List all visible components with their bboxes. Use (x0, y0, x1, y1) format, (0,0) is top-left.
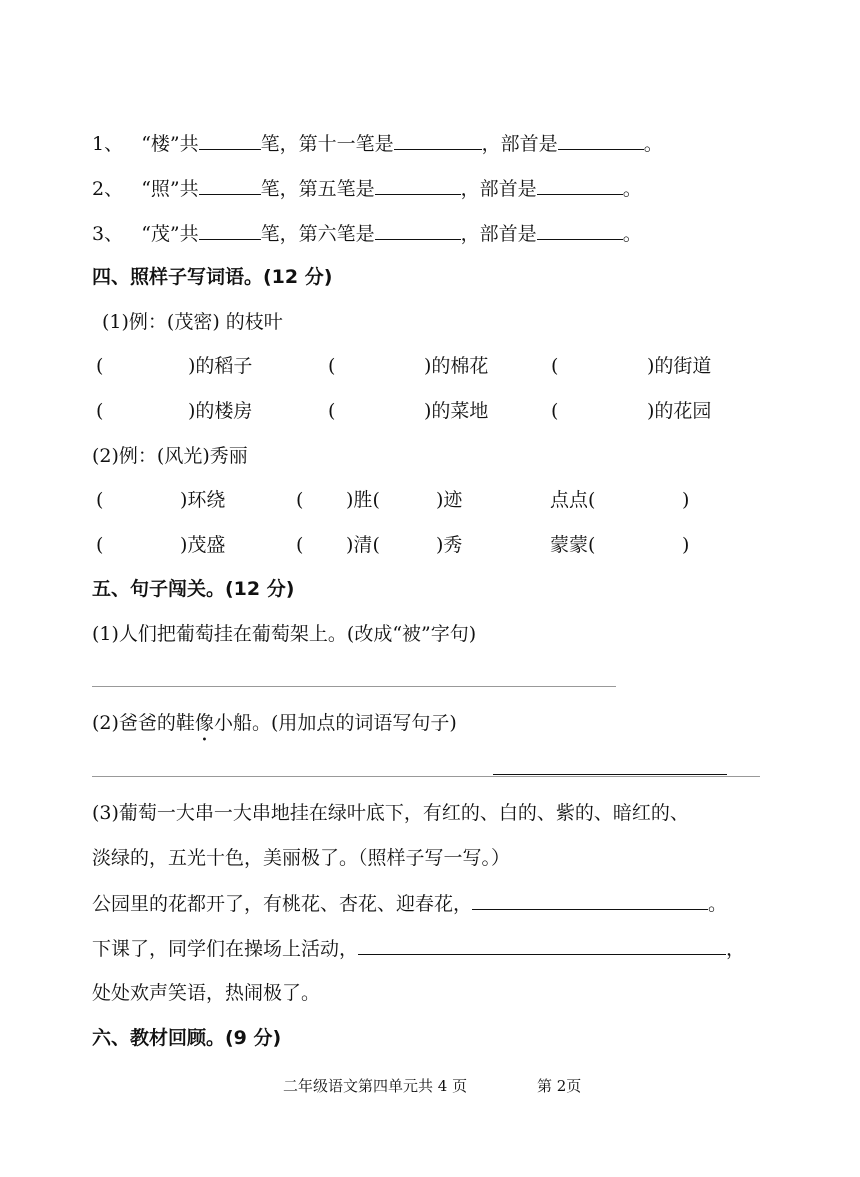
question-text: “楼”共 (141, 133, 199, 155)
answer-blank[interactable] (199, 176, 261, 195)
word-suffix: )的棉花 (424, 355, 489, 377)
answer-blank[interactable] (472, 891, 708, 910)
question-5-3-line-1: (3)葡萄一大串一大串地挂在绿叶底下，有红的、白的、紫的、暗红的、 (92, 802, 689, 824)
word-suffix: )清( (346, 534, 380, 556)
question-line-1 (92, 131, 663, 156)
open-paren: ( (551, 400, 559, 422)
question-text: ，部首是 (460, 223, 537, 245)
question-5-2 (92, 711, 457, 735)
question-text: “照”共 (141, 178, 199, 200)
example-2: (2)例：(风光)秀丽 (92, 445, 248, 467)
punctuation: 。 (622, 178, 642, 200)
word-suffix: )迹 (436, 489, 463, 511)
question-text: 小船。(用加点的词语写句子) (213, 712, 457, 734)
answer-blank[interactable] (394, 131, 482, 150)
section-5-title: 五、句子闯关。(12 分) (92, 578, 295, 600)
question-number: 3、 (92, 223, 124, 245)
question-text: 笔，第十一笔是 (260, 133, 394, 155)
punctuation: 。 (643, 133, 663, 155)
footer-left: 二年级语文第四单元共 4 页 (283, 1077, 468, 1095)
answer-blank[interactable] (375, 176, 461, 195)
question-5-1: (1)人们把葡萄挂在葡萄架上。(改成“被”字句) (92, 623, 477, 645)
question-line-2 (92, 176, 642, 201)
word-suffix: )的楼房 (188, 400, 253, 422)
page-number: 第 2页 (537, 1077, 582, 1095)
question-text: (2)爸爸的鞋 (92, 712, 195, 734)
open-paren: ( (96, 400, 104, 422)
question-text: 公园里的花都开了，有桃花、杏花、迎春花， (92, 893, 473, 915)
punctuation: 。 (708, 893, 728, 915)
question-5-3-c: 处处欢声笑语，热闹极了。 (92, 982, 321, 1004)
word-suffix: )的花园 (647, 400, 712, 422)
word-suffix: )环绕 (180, 489, 226, 511)
answer-blank[interactable] (199, 221, 261, 240)
open-paren: ( (328, 400, 336, 422)
open-paren: ( (551, 355, 559, 377)
open-paren: ( (96, 355, 104, 377)
answer-blank[interactable] (375, 221, 461, 240)
question-5-3-b (92, 936, 745, 961)
open-paren: ( (296, 489, 304, 511)
question-number: 2、 (92, 178, 124, 200)
question-text: ，部首是 (460, 178, 537, 200)
answer-blank[interactable] (199, 131, 261, 150)
dotted-word: 像 (194, 712, 214, 734)
question-text: 笔，第六笔是 (260, 223, 375, 245)
word-suffix: )的街道 (647, 355, 712, 377)
answer-blank[interactable] (537, 176, 623, 195)
word-suffix: )的菜地 (424, 400, 489, 422)
answer-blank[interactable] (358, 936, 726, 955)
question-text: 下课了，同学们在操场上活动， (92, 938, 359, 960)
question-text: ，部首是 (481, 133, 558, 155)
section-6-title: 六、教材回顾。(9 分) (92, 1027, 282, 1049)
section-4-title: 四、照样子写词语。(12 分) (92, 266, 333, 288)
open-paren: ( (328, 355, 336, 377)
answer-blank[interactable] (537, 221, 623, 240)
answer-line-segment (493, 774, 727, 775)
question-line-3 (92, 221, 642, 246)
answer-line[interactable] (92, 776, 760, 777)
close-paren: ) (682, 489, 690, 511)
open-paren: ( (296, 534, 304, 556)
question-5-3-line-2: 淡绿的，五光十色，美丽极了。（照样子写一写。） (92, 847, 511, 869)
word-prefix: 蒙蒙( (550, 534, 596, 556)
question-text: “茂”共 (141, 223, 199, 245)
word-suffix: )秀 (436, 534, 463, 556)
question-text: 笔，第五笔是 (260, 178, 375, 200)
question-5-3-a (92, 891, 727, 916)
question-number: 1、 (92, 133, 124, 155)
punctuation: 。 (622, 223, 642, 245)
punctuation: ， (726, 938, 746, 960)
answer-blank[interactable] (558, 131, 644, 150)
word-suffix: )茂盛 (180, 534, 226, 556)
answer-line[interactable] (92, 686, 616, 687)
open-paren: ( (96, 489, 104, 511)
example-1: (1)例：(茂密) 的枝叶 (102, 311, 283, 333)
word-suffix: )胜( (346, 489, 380, 511)
close-paren: ) (682, 534, 690, 556)
fill-blank-word[interactable] (110, 354, 188, 378)
open-paren: ( (96, 534, 104, 556)
word-prefix: 点点( (550, 489, 596, 511)
word-suffix: )的稻子 (188, 355, 253, 377)
